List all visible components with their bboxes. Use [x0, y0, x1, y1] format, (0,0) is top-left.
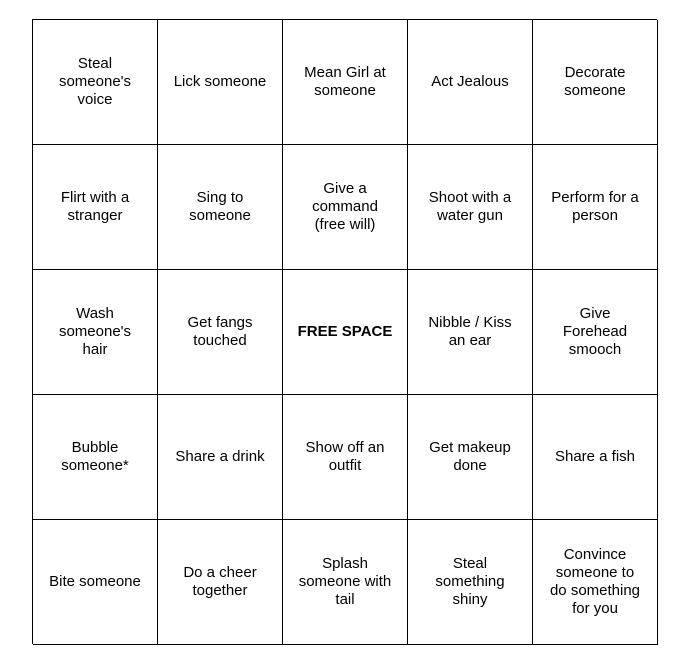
bingo-cell: [158, 520, 283, 645]
cell-label: Sing to someone: [189, 189, 251, 224]
bingo-cell: [408, 395, 533, 520]
cell-label: Do a cheer together: [183, 564, 257, 599]
bingo-cell: [33, 270, 158, 395]
cell-label: Bite someone: [49, 573, 141, 590]
cell-label: Share a fish: [554, 448, 636, 465]
free-space-label: FREE SPACE: [297, 323, 393, 340]
cell-label: Get makeup done: [429, 439, 511, 474]
cell-label: Act Jealous: [431, 73, 509, 90]
cell-label: Nibble / Kiss an ear: [428, 314, 512, 349]
bingo-cell: [33, 395, 158, 520]
bingo-cell: [408, 145, 533, 270]
cell-label: Perform for a person: [551, 189, 639, 224]
cell-label: Steal something shiny: [435, 555, 505, 608]
bingo-cell: [158, 270, 283, 395]
bingo-cell: [283, 395, 408, 520]
cell-label: Give a command (free will): [312, 180, 378, 233]
cell-label: Lick someone: [173, 73, 267, 90]
bingo-cell: [33, 145, 158, 270]
bingo-cell: [533, 520, 658, 645]
bingo-cell: [283, 145, 408, 270]
bingo-cell: [158, 395, 283, 520]
bingo-cell: [33, 520, 158, 645]
bingo-cell: [408, 520, 533, 645]
cell-label: Wash someone's hair: [58, 305, 132, 358]
free-space-cell: [283, 270, 408, 395]
bingo-cell: [408, 20, 533, 145]
bingo-cell: [533, 270, 658, 395]
cell-label: Shoot with a water gun: [428, 189, 512, 224]
cell-label: Bubble someone*: [61, 439, 129, 474]
cell-label: Steal someone's voice: [58, 55, 132, 108]
cell-label: Share a drink: [175, 448, 265, 465]
cell-label: Give Forehead smooch: [562, 305, 628, 358]
cell-label: Flirt with a stranger: [60, 189, 130, 224]
bingo-cell: [533, 20, 658, 145]
bingo-cell: [33, 20, 158, 145]
bingo-cell: [283, 20, 408, 145]
cell-label: Convince someone to do something for you: [549, 546, 641, 617]
cell-label: Splash someone with tail: [298, 555, 392, 608]
bingo-cell: [533, 395, 658, 520]
bingo-cell: [158, 20, 283, 145]
bingo-cell: [158, 145, 283, 270]
bingo-cell: [283, 520, 408, 645]
cell-label: Show off an outfit: [305, 439, 385, 474]
cell-label: Decorate someone: [564, 64, 626, 99]
bingo-cell: [408, 270, 533, 395]
cell-label: Mean Girl at someone: [304, 64, 386, 99]
bingo-cell: [533, 145, 658, 270]
cell-label: Get fangs touched: [187, 314, 253, 349]
bingo-card: [32, 19, 657, 644]
